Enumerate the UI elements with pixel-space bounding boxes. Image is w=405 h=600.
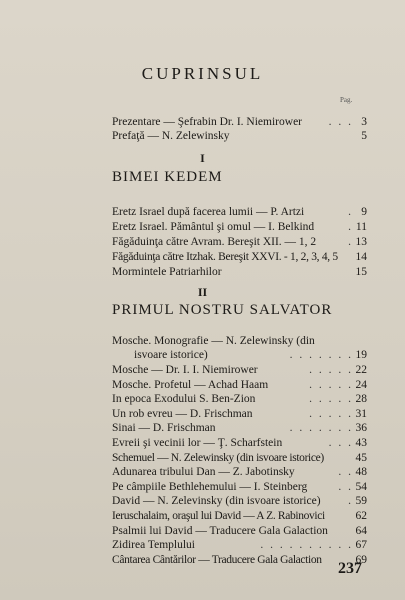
toc-entry-text: Psalmii lui David — Traducere Gala Galaction (112, 524, 328, 537)
toc-entry-text: Mosche. Profetul — Achad Haam (112, 378, 269, 391)
toc-entry-page: 11 (355, 221, 367, 233)
toc-entry-dots: . . . (328, 116, 353, 128)
toc-entry-page: 13 (355, 236, 367, 248)
toc-entry-page: 3 (361, 116, 367, 128)
toc-entry-page: 48 (355, 466, 367, 479)
toc-entry-dots: . . (338, 480, 353, 493)
toc-entry-text: Eretz Israel. Pământul şi omul — I. Belkind (112, 221, 315, 233)
toc-entry-page: 9 (361, 206, 367, 218)
toc-entry-page: 62 (355, 510, 367, 522)
toc-entry-text: Evreii şi vecinii lor — Ţ. Scharfstein (112, 437, 283, 449)
toc-entry-text: Prefaţă — N. Zelewinsky (112, 130, 230, 142)
toc-entry-dots: . . . . . (309, 378, 353, 391)
toc-entry-page: 5 (361, 130, 367, 142)
toc-entry-text: Adunarea tribului Dan — Z. Jabotinsky (112, 466, 295, 479)
toc-entry-text: Făgăduinţa către Itzhak. Bereşit XXVI. - 1, 2, 3, 4, 5 (112, 251, 338, 263)
page-column-label: Pag. (340, 96, 353, 104)
toc-entry-dots: . (348, 495, 353, 508)
toc-entry-text: Făgăduinţa către Avram. Bereşit XII. — 1, 2 (112, 236, 317, 248)
toc-entry-page: 69 (355, 553, 367, 566)
toc-entry-text: Ieruschalaim, oraşul lui David — A Z. Rabinovici (112, 510, 325, 522)
section-numeral: II (197, 285, 208, 299)
toc-entry-dots: . (348, 221, 353, 233)
toc-entry-dots: . . . . . (309, 407, 353, 420)
toc-entry-page: 14 (355, 251, 367, 263)
toc-entry-text: Mosche. Monografie — N. Zelewinsky (din (112, 335, 315, 347)
toc-entry-page: 22 (355, 364, 367, 376)
page-number: 237 (338, 560, 362, 577)
toc-entry-dots: . . . . . . . (289, 349, 353, 361)
section-heading: PRIMUL NOSTRU SALVATOR (112, 302, 333, 318)
toc-entry-text: In epoca Exodului S. Ben-Zion (112, 393, 256, 406)
toc-entry-dots: . . . (328, 437, 353, 449)
toc-entry-dots: . . . . . . . . . . (260, 539, 353, 552)
toc-entry-text: Un rob evreu — D. Frischman (112, 407, 253, 420)
toc-entry-dots: . (348, 206, 353, 218)
toc-entry-dots: . . . . . (309, 393, 353, 406)
toc-entry-text: Schemuel — N. Zelewinsky (din isvoare istorice) (112, 451, 324, 464)
toc-entry-page: 67 (355, 539, 367, 552)
toc-entry-text: Prezentare — Şefrabin Dr. I. Niemirower (112, 116, 302, 128)
section-heading: BIMEI KEDEM (112, 169, 223, 185)
toc-entry-page: 15 (355, 266, 367, 278)
toc-entry-text: Pe câmpiile Bethlehemului — I. Steinberg (112, 480, 308, 493)
toc-entry-page: 28 (355, 393, 367, 406)
toc-entry-text: Eretz Israel după facerea lumii — P. Artzi (112, 206, 305, 218)
toc-entry-page: 45 (355, 451, 367, 464)
toc-entry-page: 31 (355, 407, 367, 420)
toc-entry-text: Zidirea Templului (112, 539, 195, 552)
toc-entry-text: David — N. Zelevinsky (din isvoare istorice) (112, 495, 321, 508)
toc-entry-text: Mormintele Patriarhilor (112, 266, 222, 278)
toc-entry-text: Mosche — Dr. I. I. Niemirower (112, 364, 258, 376)
toc-entry-dots: . . . . . . . (289, 422, 353, 435)
toc-entry-dots: . . . . . (309, 364, 353, 376)
page-title: CUPRINSUL (141, 64, 264, 83)
toc-entry-dots: . . (338, 466, 353, 479)
toc-entry-page: 24 (355, 378, 367, 391)
toc-entry-page: 64 (355, 524, 367, 537)
toc-entry-text: isvoare istorice) (134, 349, 208, 361)
toc-entry-text: Cântarea Cântărilor — Traducere Gala Galaction (112, 553, 322, 566)
toc-entry-page: 59 (355, 495, 367, 508)
toc-entry-dots: . (348, 236, 353, 248)
toc-entry-text: Sinai — D. Frischman (112, 422, 216, 435)
section-numeral: I (200, 151, 205, 165)
toc-entry-page: 36 (355, 422, 367, 435)
toc-entry-page: 54 (355, 480, 367, 493)
toc-entry-page: 19 (355, 349, 367, 361)
toc-entry-page: 43 (355, 437, 367, 449)
